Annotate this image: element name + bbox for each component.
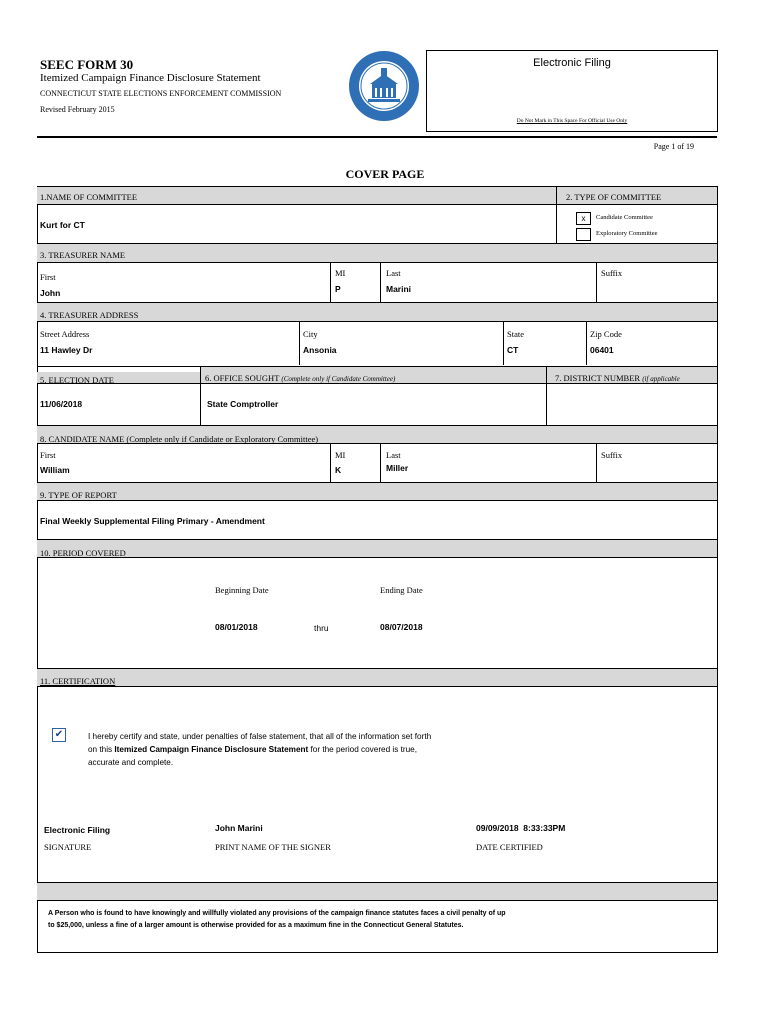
section-10-band [37,539,717,558]
street-value: 11 Hawley Dr [40,345,93,355]
section-3-band [37,243,717,263]
treasurer-first-value: John [40,288,61,298]
revised-date: Revised February 2015 [40,105,115,114]
certification-line-1: I hereby certify and state, under penalties of false statement, that all of the information set forth [88,732,432,741]
divider [299,321,300,365]
ending-date-value: 08/07/2018 [380,622,423,632]
candidate-suffix-label: Suffix [601,450,623,460]
cover-page-title: COVER PAGE [345,167,425,181]
candidate-name-label: 8. CANDIDATE NAME (Complete only if Candidate or Exploratory Committee) [40,434,319,444]
divider [380,262,381,302]
certification-line-2 [88,743,431,756]
date-certified-value: 09/09/2018 8:33:33PM [476,823,566,833]
filing-box-title: Electronic Filing [533,57,611,69]
state-value: CT [507,345,519,355]
report-type-label: 9. TYPE OF REPORT [40,490,117,500]
official-use-note: Do Not Mark in This Space For Official Use Only [516,118,628,124]
treasurer-mi-label: MI [335,268,346,278]
section-9-band [37,482,717,501]
certification-statement-title: Itemized Campaign Finance Disclosure Statement [114,745,309,754]
penalty-notice [48,908,506,932]
divider [330,443,331,482]
candidate-committee-label: Candidate Committee [596,214,653,221]
report-type-value: Final Weekly Supplemental Filing Primary - Amendment [40,516,265,526]
certification-line-2-post: for the period covered is true, [308,745,418,754]
section-11-band [37,668,717,687]
district-label [555,373,680,383]
penalty-line-1: A Person who is found to have knowingly and willfully violated any provisions of the campaign finance statutes faces a civil penalty of up [48,910,506,917]
penalty-band [37,882,717,901]
office-sought-label [205,373,395,383]
treasurer-suffix-label: Suffix [601,268,623,278]
divider [546,367,547,425]
exploratory-committee-checkbox[interactable] [576,228,591,241]
office-sought-note: (Complete only if Candidate Committee) [281,375,396,383]
ending-date-label: Ending Date [380,585,423,595]
divider [503,321,504,365]
divider [596,443,597,482]
certification-label: 11. CERTIFICATION [40,676,116,686]
treasurer-address-label: 4. TREASURER ADDRESS [40,310,139,320]
zip-value: 06401 [590,345,614,355]
zip-label: Zip Code [590,329,622,339]
election-date-label: 5. ELECTION DATE [40,375,114,385]
signature-value: Electronic Filing [44,825,111,835]
divider [200,367,201,425]
candidate-mi-value: K [335,465,342,475]
form-title: SEEC FORM 30 [40,57,134,72]
state-seal [348,50,420,122]
printed-name-value: John Marini [215,823,263,833]
office-sought-value: State Comptroller [207,399,279,409]
committee-name-value: Kurt for CT [40,220,85,230]
page-indicator: Page 1 of 19 [653,142,694,151]
candidate-first-value: William [40,465,70,475]
date-certified-label: DATE CERTIFIED [476,842,543,852]
state-label: State [507,329,524,339]
treasurer-first-label: First [40,272,56,282]
city-label: City [303,329,318,339]
signature-label: SIGNATURE [44,842,92,852]
candidate-mi-label: MI [335,450,346,460]
agency-name: CONNECTICUT STATE ELECTIONS ENFORCEMENT COMMISSION [40,89,282,98]
beginning-date-value: 08/01/2018 [215,622,258,632]
candidate-first-label: First [40,450,56,460]
district-note: (if applicable [642,375,680,383]
district-label-text: 7. DISTRICT NUMBER [555,373,641,383]
official-use-box [426,50,718,132]
candidate-last-value: Miller [386,463,409,473]
penalty-line-2: to $25,000, unless a fine of a larger amount is otherwise provided for as a maximum fine in the Connecticut General Statutes. [48,922,464,929]
thru-label: thru [314,623,329,633]
city-value: Ansonia [303,345,337,355]
printed-name-label: PRINT NAME OF THE SIGNER [215,842,331,852]
treasurer-last-value: Marini [386,284,412,294]
divider [330,262,331,302]
treasurer-mi-value: P [335,284,341,294]
divider [556,186,557,243]
section-4-band [37,302,717,322]
certification-line-2-pre: on this [88,745,115,754]
candidate-last-label: Last [386,450,401,460]
candidate-committee-checkbox[interactable]: x [576,212,591,225]
beginning-date-label: Beginning Date [215,585,269,595]
election-date-value: 11/06/2018 [40,399,83,409]
certification-line-3: accurate and complete. [88,758,174,767]
form-subtitle: Itemized Campaign Finance Disclosure Statement [40,72,261,84]
divider [586,321,587,365]
street-label: Street Address [40,329,90,339]
exploratory-committee-label: Exploratory Committee [596,230,658,237]
committee-type-label: 2. TYPE OF COMMITTEE [566,192,662,202]
committee-name-label: 1.NAME OF COMMITTEE [40,192,138,202]
treasurer-last-label: Last [386,268,401,278]
divider [596,262,597,302]
certification-text [88,730,431,769]
divider [380,443,381,482]
header-rule [37,136,717,138]
office-sought-label-text: 6. OFFICE SOUGHT [205,373,280,383]
treasurer-name-label: 3. TREASURER NAME [40,250,126,260]
certification-checkbox[interactable]: ✔ [52,728,66,742]
period-label: 10. PERIOD COVERED [40,548,126,558]
